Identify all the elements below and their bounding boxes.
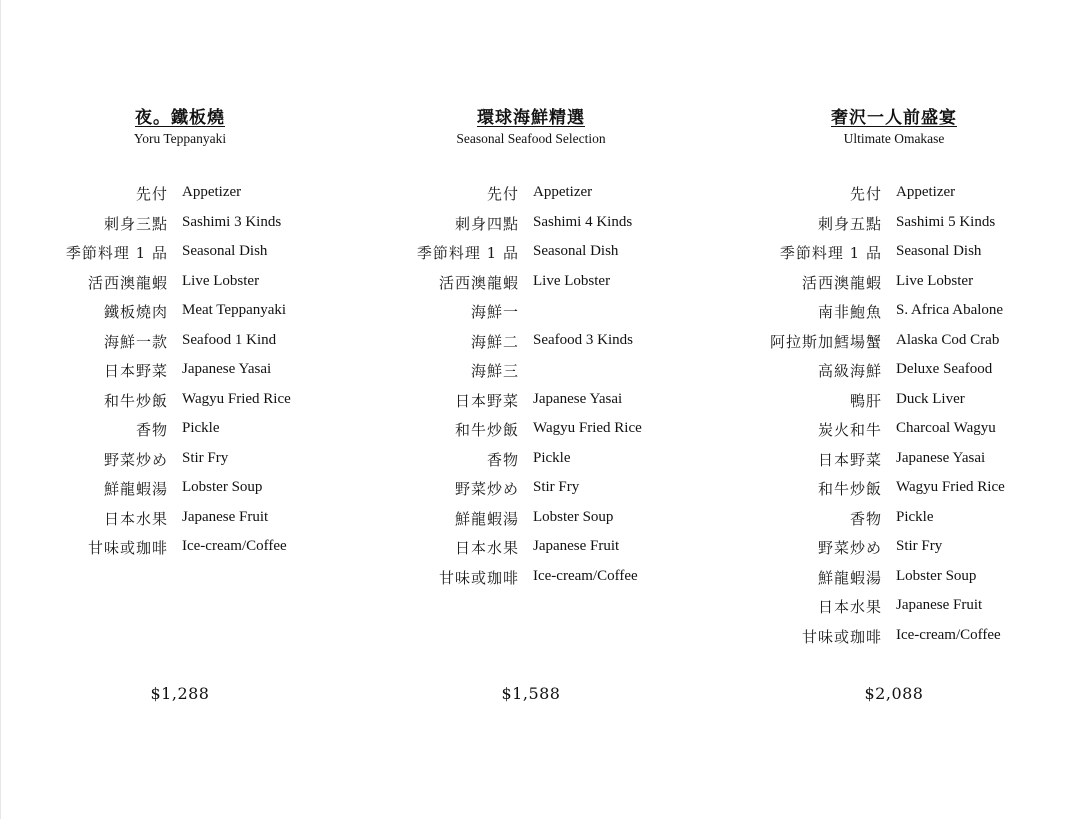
menu-item-zh: 海鮮一款 xyxy=(103,332,168,351)
menu-item xyxy=(351,534,711,564)
menu-item-en: Stir Fry xyxy=(182,449,229,466)
menu-item-en: Japanese Yasai xyxy=(182,361,272,377)
menu-subtitle: Seasonal Seafood Selection xyxy=(456,131,606,146)
menu-item-en: Sashimi 5 Kinds xyxy=(896,213,996,230)
menu-item-zh: 和牛炒飯 xyxy=(103,391,168,410)
menu-item-en: Lobster Soup xyxy=(896,567,977,584)
menu-item xyxy=(0,357,360,387)
menu-item-en: Lobster Soup xyxy=(533,508,614,525)
menu-item xyxy=(351,446,711,476)
menu-item-en: Lobster Soup xyxy=(182,479,263,495)
menu-price: $2,088 xyxy=(864,684,924,703)
menu-item-zh: 甘味或珈啡 xyxy=(87,539,168,557)
menu-item xyxy=(714,534,1074,564)
menu-item-en: Appetizer xyxy=(896,184,956,200)
menu-item-en: Seasonal Dish xyxy=(896,243,982,259)
menu-item xyxy=(714,623,1074,653)
menu-title: 夜。鐵板燒 xyxy=(135,108,225,128)
menu-item-zh: 日本水果 xyxy=(103,509,168,528)
menu-item-en: Sashimi 3 Kinds xyxy=(182,213,282,230)
menu-item-en: Wagyu Fried Rice xyxy=(182,390,291,407)
menu-item-zh: 鴨肝 xyxy=(849,391,882,410)
menu-item xyxy=(714,357,1074,387)
menu-item-zh: 日本野菜 xyxy=(103,362,168,380)
menu-item xyxy=(0,239,360,269)
menu-price: $1,588 xyxy=(501,684,561,703)
menu-item-zh: 香物 xyxy=(135,421,168,439)
menu-item-en: Appetizer xyxy=(533,184,593,200)
menu-item-zh: 日本野菜 xyxy=(817,450,882,469)
menu-subtitle: Ultimate Omakase xyxy=(843,131,945,146)
menu-item-zh: 先付 xyxy=(849,185,882,203)
menu-item-en: Sashimi 4 Kinds xyxy=(533,213,633,230)
menu-item-en: Seasonal Dish xyxy=(182,243,268,259)
menu-item xyxy=(0,298,360,328)
menu-item-en: Ice-cream/Coffee xyxy=(182,538,287,554)
menu-item-en: Ice-cream/Coffee xyxy=(896,626,1001,643)
menu-item-en: Seafood 3 Kinds xyxy=(533,331,633,348)
menu-item xyxy=(351,505,711,535)
menu-item-en: Japanese Fruit xyxy=(896,597,983,613)
menu-item-en: Pickle xyxy=(896,508,934,525)
menu-item xyxy=(714,593,1074,623)
menu-item xyxy=(714,475,1074,505)
menu-title: 環球海鮮精選 xyxy=(477,108,585,128)
menu-item xyxy=(714,505,1074,535)
menu-item xyxy=(714,328,1074,358)
menu-item xyxy=(0,416,360,446)
menu-item-zh: 野菜炒め xyxy=(103,450,168,469)
menu-item-zh: 和牛炒飯 xyxy=(817,480,882,498)
menu-item xyxy=(351,239,711,269)
menu-item-en: Pickle xyxy=(182,420,220,436)
menu-item-zh: 季節料理 1 品 xyxy=(779,244,882,262)
menu-item xyxy=(351,564,711,594)
menu-item xyxy=(351,387,711,417)
menu-item xyxy=(351,298,711,328)
menu-item xyxy=(0,446,360,476)
menu-item-en: S. Africa Abalone xyxy=(896,302,1004,318)
menu-item-zh: 炭火和牛 xyxy=(817,421,882,439)
menu-item-en: Wagyu Fried Rice xyxy=(533,420,642,436)
menu-item-en: Stir Fry xyxy=(533,479,580,495)
menu-item-en: Japanese Yasai xyxy=(896,449,986,466)
menu-item-en: Japanese Fruit xyxy=(182,508,269,525)
menu-item xyxy=(0,505,360,535)
menu-item-zh: 活西澳龍蝦 xyxy=(801,273,882,292)
menu-item-en: Pickle xyxy=(533,449,571,466)
menu-item xyxy=(351,328,711,358)
menu-item-en: Duck Liver xyxy=(896,390,965,407)
menu-item-en: Wagyu Fried Rice xyxy=(896,479,1005,495)
menu-item xyxy=(351,357,711,387)
menu-item-en: Japanese Yasai xyxy=(533,390,623,407)
menu-item-zh: 刺身四點 xyxy=(454,214,519,233)
menu-item-zh: 日本水果 xyxy=(454,539,519,557)
menu-item xyxy=(0,387,360,417)
menu-item xyxy=(714,269,1074,299)
menu-item-en: Live Lobster xyxy=(896,272,974,289)
menu-item-en: Seasonal Dish xyxy=(533,243,619,259)
menu-item xyxy=(351,210,711,240)
menu-item xyxy=(714,180,1074,210)
menu-item-zh: 先付 xyxy=(486,185,519,203)
menu-item-zh: 和牛炒飯 xyxy=(454,421,519,439)
menu-item-en: Seafood 1 Kind xyxy=(182,331,277,348)
menu-item-zh: 南非鮑魚 xyxy=(817,303,882,321)
menu-item xyxy=(714,564,1074,594)
menu-item-zh: 海鮮三 xyxy=(470,362,519,380)
menu-seasonal-seafood xyxy=(351,0,711,819)
menu-item xyxy=(0,180,360,210)
menu-item xyxy=(714,210,1074,240)
menu-item-en: Ice-cream/Coffee xyxy=(533,567,638,584)
menu-subtitle: Yoru Teppanyaki xyxy=(133,131,227,146)
menu-item xyxy=(0,475,360,505)
menu-item xyxy=(351,180,711,210)
menu-item-zh: 刺身五點 xyxy=(817,214,882,233)
menu-item-zh: 阿拉斯加鱈場蟹 xyxy=(769,332,882,351)
menu-item-zh: 香物 xyxy=(849,509,882,528)
menu-item-zh: 香物 xyxy=(486,450,519,469)
menu-item-zh: 鮮龍蝦湯 xyxy=(454,509,519,528)
menu-price: $1,288 xyxy=(150,684,210,703)
menu-item-en: Appetizer xyxy=(182,184,242,200)
menu-item-zh: 鮮龍蝦湯 xyxy=(103,480,168,498)
menu-item xyxy=(351,416,711,446)
menu-item xyxy=(0,534,360,564)
menu-item-en: Japanese Fruit xyxy=(533,538,620,554)
menu-item-en: Alaska Cod Crab xyxy=(896,331,1000,348)
menu-item-en: Deluxe Seafood xyxy=(896,361,993,377)
menu-title: 奢沢一人前盛宴 xyxy=(831,108,957,128)
menu-item-zh: 季節料理 1 品 xyxy=(65,244,168,262)
menu-item-zh: 活西澳龍蝦 xyxy=(438,273,519,292)
menu-item-zh: 野菜炒め xyxy=(817,539,882,557)
menu-item-en: Live Lobster xyxy=(533,272,611,289)
menu-item-list xyxy=(714,180,1074,652)
menu-item xyxy=(351,269,711,299)
menu-item xyxy=(714,416,1074,446)
menu-item-en: Meat Teppanyaki xyxy=(182,302,287,318)
menu-item-zh: 季節料理 1 品 xyxy=(416,244,519,262)
menu-item-list xyxy=(351,180,711,593)
menu-item xyxy=(351,475,711,505)
menu-item-zh: 先付 xyxy=(135,185,168,203)
menu-item-en: Stir Fry xyxy=(896,538,943,554)
menu-item-en: Live Lobster xyxy=(182,272,260,289)
menu-item xyxy=(0,269,360,299)
menu-item-zh: 日本野菜 xyxy=(454,391,519,410)
menu-item xyxy=(714,298,1074,328)
menu-item-zh: 活西澳龍蝦 xyxy=(87,273,168,292)
menu-item xyxy=(714,387,1074,417)
menu-item xyxy=(0,210,360,240)
menu-item-zh: 甘味或珈啡 xyxy=(438,568,519,587)
menu-item-zh: 甘味或珈啡 xyxy=(801,627,882,646)
menu-item-zh: 鐵板燒肉 xyxy=(103,303,168,321)
menu-ultimate-omakase xyxy=(714,0,1074,819)
menu-item-zh: 高級海鮮 xyxy=(817,362,882,380)
menu-item xyxy=(0,328,360,358)
menu-item-zh: 野菜炒め xyxy=(454,480,519,498)
menu-item-zh: 鮮龍蝦湯 xyxy=(817,568,882,587)
menu-item xyxy=(714,239,1074,269)
menu-item-en: Charcoal Wagyu xyxy=(896,420,996,436)
menu-item-zh: 日本水果 xyxy=(817,598,882,616)
menu-yoru-teppanyaki xyxy=(0,0,360,819)
menu-item-zh: 海鮮一 xyxy=(470,303,519,321)
menu-item-zh: 海鮮二 xyxy=(470,332,519,351)
menu-item-zh: 刺身三點 xyxy=(103,214,168,233)
menu-item xyxy=(714,446,1074,476)
menu-item-list xyxy=(0,180,360,564)
